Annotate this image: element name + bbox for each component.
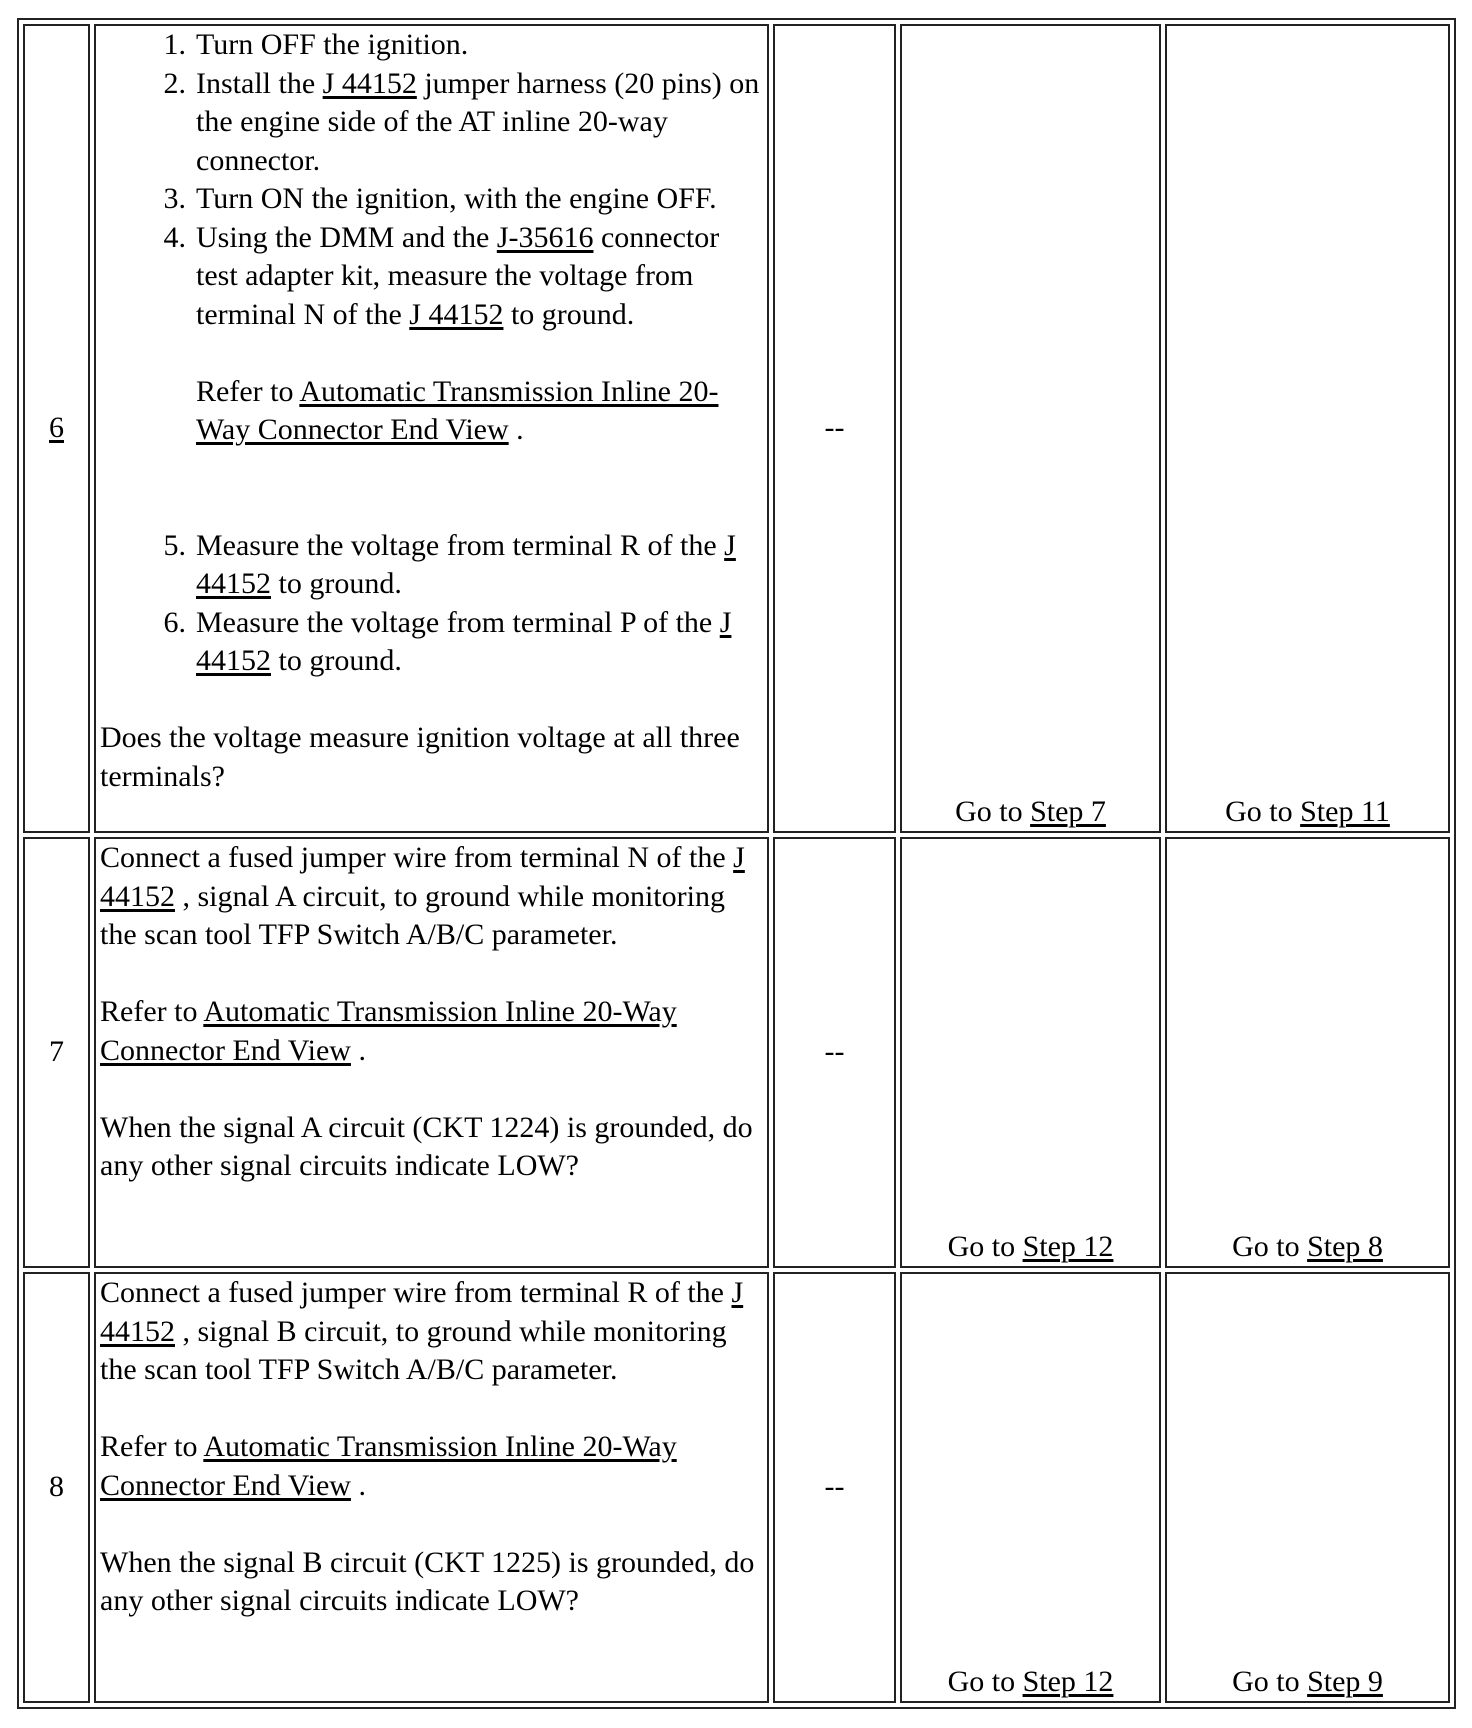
tool-link[interactable]: J 44152 xyxy=(196,605,732,677)
step-number-cell: 7 xyxy=(23,837,90,1268)
yes-cell: Go to Step 12 xyxy=(900,837,1161,1268)
table-row xyxy=(23,24,1450,833)
diagnostic-table xyxy=(17,18,1456,1709)
action-cell xyxy=(94,837,769,1268)
goto-step-link[interactable]: Step 12 xyxy=(1022,1664,1114,1698)
goto-step-link[interactable]: Step 9 xyxy=(1307,1664,1383,1698)
question-text: Does the voltage measure ignition voltage at all three terminals? xyxy=(100,721,740,793)
value-cell: -- xyxy=(773,1272,896,1703)
yes-cell: Go to Step 12 xyxy=(900,1272,1161,1703)
tool-link[interactable]: J 44152 xyxy=(409,297,504,331)
reference-paragraph: Refer to Automatic Transmission Inline 20-Way Connector End View . xyxy=(100,1430,677,1502)
value-cell: -- xyxy=(773,837,896,1268)
action-cell xyxy=(94,24,769,833)
no-cell: Go to Step 8 xyxy=(1165,837,1450,1268)
goto-step-link[interactable]: Step 7 xyxy=(1030,794,1106,828)
connector-end-view-link[interactable]: Automatic Transmission Inline 20-Way Connector End View xyxy=(100,995,677,1067)
value-cell: -- xyxy=(773,24,896,833)
reference-paragraph: Refer to Automatic Transmission Inline 20-Way Connector End View . xyxy=(100,995,677,1067)
tool-link[interactable]: J 44152 xyxy=(322,66,417,100)
list-item: 5. Measure the voltage from terminal R of the J 44152 to ground. xyxy=(163,528,736,600)
instruction-text: Connect a fused jumper wire from terminal N of the J 44152 , signal A circuit, to ground while monitoring the scan tool TFP Switch A/B/C parameter. xyxy=(100,841,745,951)
action-cell xyxy=(94,1272,769,1703)
tool-link[interactable]: J 44152 xyxy=(100,1276,744,1348)
question-text: When the signal A circuit (CKT 1224) is grounded, do any other signal circuits indicate LOW? xyxy=(100,1110,753,1182)
goto-step-link[interactable]: Step 12 xyxy=(1022,1229,1114,1263)
goto-step-link[interactable]: Step 8 xyxy=(1307,1229,1383,1263)
list-item: 3. Turn ON the ignition, with the engine OFF. xyxy=(163,182,717,215)
table-row xyxy=(23,837,1450,1268)
connector-end-view-link[interactable]: Automatic Transmission Inline 20-Way Connector End View xyxy=(196,374,719,446)
goto-step-link[interactable]: Step 11 xyxy=(1300,794,1390,828)
yes-cell: Go to Step 7 xyxy=(900,24,1161,833)
step-number-link[interactable]: 6 xyxy=(49,411,64,445)
list-item: 6. Measure the voltage from terminal P of the J 44152 to ground. xyxy=(163,605,732,677)
step-number-cell: 8 xyxy=(23,1272,90,1703)
instruction-text: Connect a fused jumper wire from terminal R of the J 44152 , signal B circuit, to ground while monitoring the scan tool TFP Switch A/B/C parameter. xyxy=(100,1276,744,1386)
procedure-list xyxy=(100,26,763,334)
connector-end-view-link[interactable]: Automatic Transmission Inline 20-Way Connector End View xyxy=(100,1430,677,1502)
question-text: When the signal B circuit (CKT 1225) is grounded, do any other signal circuits indicate LOW? xyxy=(100,1545,755,1617)
no-cell: Go to Step 11 xyxy=(1165,24,1450,833)
tool-link[interactable]: J-35616 xyxy=(496,220,594,254)
procedure-list xyxy=(100,527,763,681)
list-item: 1. Turn OFF the ignition. xyxy=(163,28,469,61)
tool-link[interactable]: J 44152 xyxy=(100,841,745,913)
tool-link[interactable]: J 44152 xyxy=(196,528,736,600)
reference-paragraph: Refer to Automatic Transmission Inline 20-Way Connector End View . xyxy=(196,374,719,446)
list-item: 4. Using the DMM and the J-35616 connector test adapter kit, measure the voltage from terminal N of the J 44152 to ground. xyxy=(163,220,720,331)
no-cell: Go to Step 9 xyxy=(1165,1272,1450,1703)
step-number-cell xyxy=(23,24,90,833)
table-row xyxy=(23,1272,1450,1703)
list-item: 2. Install the J 44152 jumper harness (20 pins) on the engine side of the AT inline 20-way connector. xyxy=(163,66,760,177)
